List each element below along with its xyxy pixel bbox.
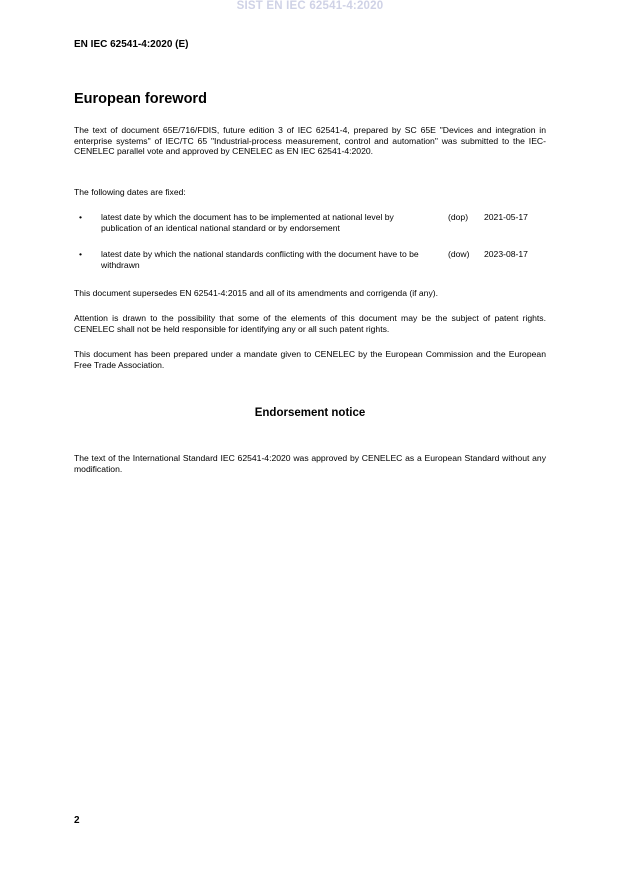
list-item xyxy=(74,212,546,236)
bullet-marker: • xyxy=(79,249,83,259)
document-identifier: EN IEC 62541-4:2020 (E) xyxy=(74,39,189,50)
foreword-intro-paragraph: The text of document 65E/716/FDIS, future edition 3 of IEC 62541-4, prepared by SC 65E "Devices and integration in enterprise systems" of IEC/TC 65 "Industrial-process measurement, control and automation" was submitted to the IEC-CENELEC parallel vote and approved by CENELEC as EN IEC 62541-4:2020. xyxy=(74,125,546,157)
page-number: 2 xyxy=(74,815,80,826)
date-code: (dow) xyxy=(448,249,470,259)
foreword-title: European foreword xyxy=(74,91,207,107)
list-item xyxy=(74,249,546,273)
date-value: 2023-08-17 xyxy=(484,249,528,259)
list-item-text: latest date by which the national standards conflicting with the document have to be withdrawn xyxy=(101,249,419,270)
endorsement-title: Endorsement notice xyxy=(254,407,366,419)
date-code: (dop) xyxy=(448,212,469,222)
dates-intro-paragraph: The following dates are fixed: xyxy=(74,187,186,197)
watermark: SIST EN IEC 62541-4:2020 xyxy=(236,0,384,12)
list-item-text: latest date by which the document has to be implemented at national level by publication of an identical national standard or by endorsement xyxy=(101,212,394,233)
supersedes-paragraph: This document supersedes EN 62541-4:2015 and all of its amendments and corrigenda (if any). xyxy=(74,288,439,298)
mandate-paragraph: This document has been prepared under a mandate given to CENELEC by the European Commission and the European Free Trade Association. xyxy=(74,349,546,370)
bullet-marker: • xyxy=(79,212,83,222)
endorsement-paragraph: The text of the International Standard IEC 62541-4:2020 was approved by CENELEC as a European Standard without any modification. xyxy=(74,453,546,474)
date-value: 2021-05-17 xyxy=(484,212,528,222)
attention-paragraph: Attention is drawn to the possibility that some of the elements of this document may be the subject of patent rights. CENELEC shall not be held responsible for identifying any or all such patent rights. xyxy=(74,313,546,334)
